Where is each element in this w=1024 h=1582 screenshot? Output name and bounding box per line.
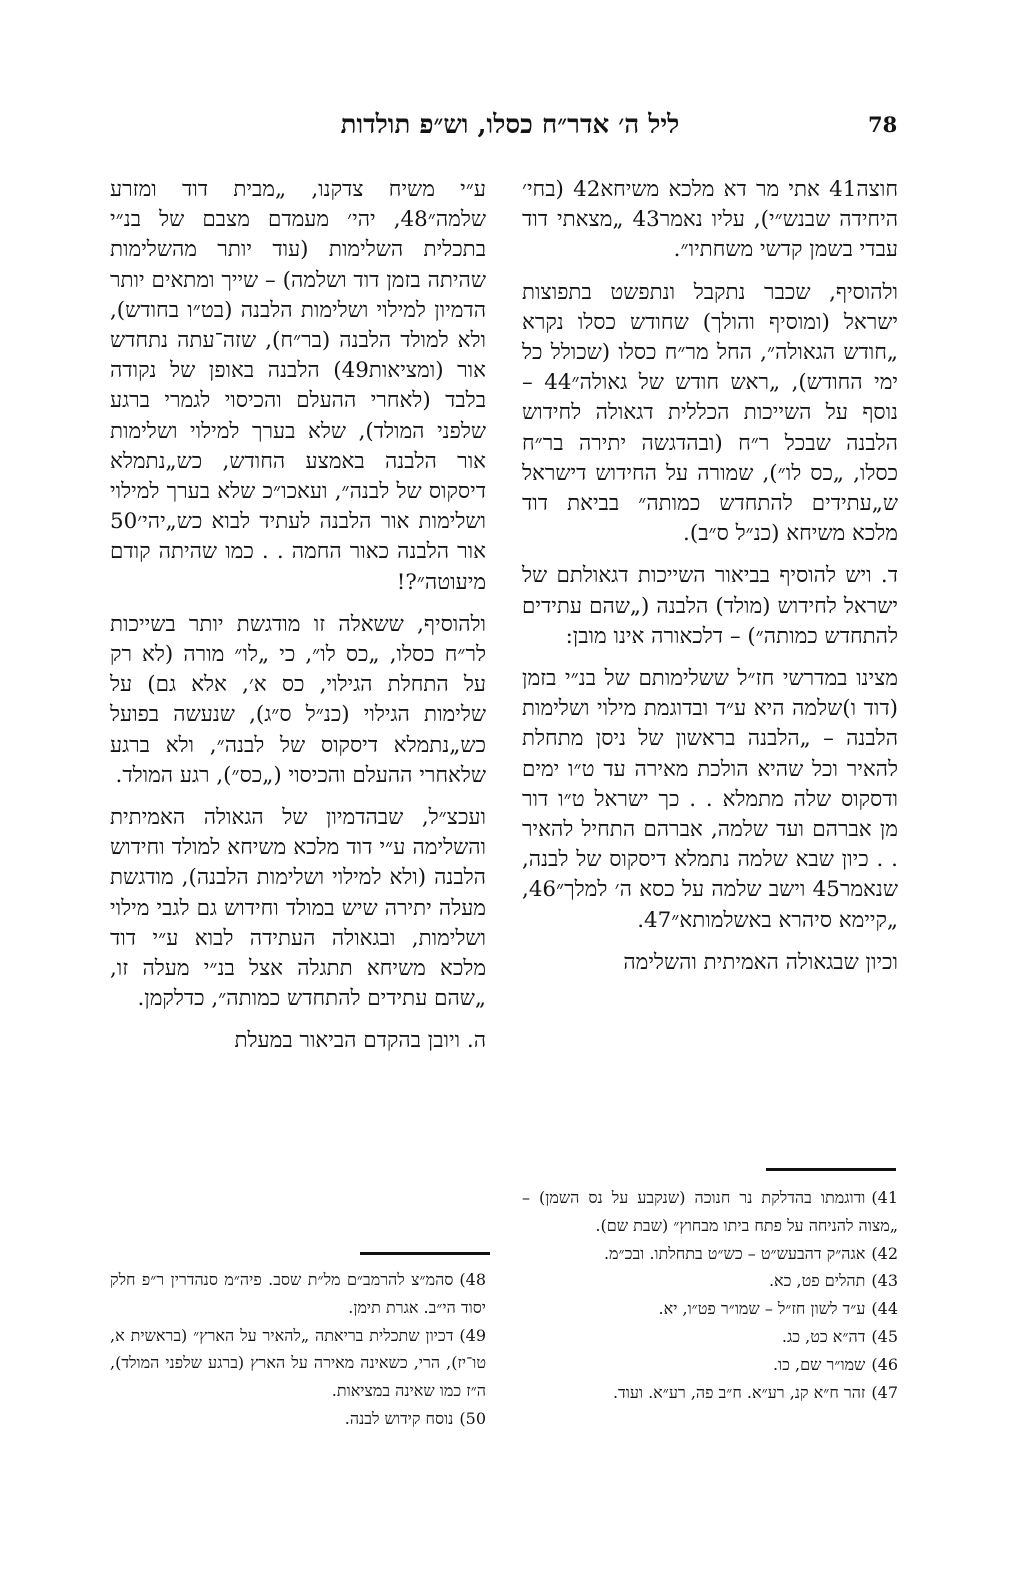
footnotes-left	[110, 1266, 486, 1433]
footnote	[522, 1323, 898, 1351]
footnote	[522, 1351, 898, 1379]
paragraph: ה. ויובן בהקדם הביאור במעלת	[234, 1028, 486, 1054]
footnote-number: 43)	[871, 1271, 898, 1291]
footnote-number: 50)	[459, 1408, 486, 1428]
footnote-number: 45)	[871, 1326, 898, 1346]
footnote-number: 46)	[871, 1354, 898, 1374]
paragraph: ע״י משיח צדקנו, „מבית דוד ומזרע שלמה״48, יהי׳ מעמדם מצבם של בנ״י בתכלית השלימות (עוד יותר מהשלימות שהיתה בזמן דוד ושלמה) – שייך ומתאים יותר הדמיון למילוי ושלימות הלבנה (בט״ו בחודש), ולא למולד הלבנה (בר״ח), שזה־עתה נתחדש אור (ומציאות49) הלבנה באופן של נקודה בלבד (לאחרי ההעלם והכיסוי לגמרי ברגע שלפני המולד), שלא בערך למילוי ושלימות אור הלבנה באמצע החודש, כש„נתמלא דיסקוס של לבנה״, ועאכו״כ שלא בערך למילוי ושלימות אור הלבנה לעתיד לבוא כש„יהי׳50 אור הלבנה כאור החמה . . כמו שהיתה קודם מיעוטה״?!	[110, 177, 486, 595]
footnote-text: נוסח קידוש לבנה.	[344, 1408, 454, 1428]
footnote	[110, 1322, 486, 1405]
page-number: 78	[868, 112, 898, 137]
footnote-text: אגה״ק דהבעש״ט – כש״ט בתחלתו. ובכ״מ.	[603, 1243, 866, 1263]
right-text-column	[522, 175, 898, 978]
footnote-number: 48)	[459, 1270, 486, 1289]
footnote	[522, 1295, 898, 1323]
footnote-text: ודוגמתו בהדלקת נר חנוכה (שנקבע על נס השמן) – „מצוה להניחה על פתח ביתו מבחוץ״ (שבת שם).	[522, 1188, 898, 1235]
footnote-number: 41)	[871, 1188, 898, 1207]
footnote-number: 49)	[459, 1325, 486, 1345]
paragraph: וכיון שבגאולה האמיתית והשלימה	[623, 949, 898, 975]
footnotes-right	[522, 1184, 898, 1406]
paragraph: ד. ויש להוסיף בביאור השייכות דגאולתם של ישראל לחידוש (מולד) הלבנה („שהם עתידים להתחדש כמותה״) – דלכאורה אינו מובן:	[522, 563, 898, 649]
footnote	[110, 1405, 486, 1433]
running-title: ליל ה׳ אדר״ח כסלו, וש״פ תולדות	[340, 110, 680, 140]
footnote-number: 47)	[871, 1382, 898, 1402]
footnote	[522, 1267, 898, 1295]
paragraph: ולהוסיף, שכבר נתקבל ונתפשט בתפוצות ישראל (ומוסיף והולך) שחודש כסלו נקרא „חודש הגאולה״, החל מר״ח כסלו (שכולל כל ימי החודש), „ראש חודש של גאולה״44 – נוסף על השייכות הכללית דגאולה לחידוש הלבנה שבכל ר״ח (ובהדגשה יתירה בר״ח כסלו, „כס לו״), שמורה על החידוש דישראל ש„עתידים להתחדש כמותה״ בביאת דוד מלכא משיחא (כנ״ל ס״ב).	[522, 279, 899, 547]
footnote	[110, 1266, 486, 1322]
footnote	[522, 1240, 898, 1268]
paragraph: חוצה41 אתי מר דא מלכא משיחא42 (בחי׳ היחידה שבנש״י), עליו נאמר43 „מצאתי דוד עבדי בשמן קדשי משחתיו״.	[522, 177, 898, 263]
footnote-divider	[360, 1252, 490, 1255]
footnote-text: ע״ד לשון חז״ל – שמו״ר פט״ו, יא.	[658, 1299, 866, 1319]
paragraph: ולהוסיף, ששאלה זו מודגשת יותר בשייכות לר״ח כסלו, „כס לו״, כי „לו״ מורה (לא רק על התחלת הגילוי, כס א׳, אלא גם) על שלימות הגילוי (כנ״ל ס״ג), שנעשה בפועל כש„נתמלא דיסקוס של לבנה״, ולא ברגע שלאחרי ההעלם והכיסוי („כס״), רגע המולד.	[110, 611, 486, 788]
footnote-number: 42)	[871, 1243, 898, 1263]
footnote-divider	[766, 1168, 896, 1171]
footnote-text: דה״א כט, כג.	[781, 1326, 866, 1346]
footnote-text: דכיון שתכלית בריאתה „להאיר על הארץ״ (בראשית א, טו־יז), הרי, כשאינה מאירה על הארץ (ברגע שלפני המולד), ה״ז כמו שאינה במציאות.	[110, 1325, 486, 1401]
paragraph: מצינו במדרשי חז״ל ששלימותם של בנ״י בזמן (דוד ו)שלמה היא ע״ד ובדוגמת מילוי ושלימות הלבנה – „הלבנה בראשון של ניסן מתחלת להאיר וכל שהיא הולכת מאירה עד ט״ו ימים ודסקוס שלה מתמלא . . כך ישראל ט״ו דור מן אברהם ועד שלמה, אברהם התחיל להאיר . . כיון שבא שלמה נתמלא דיסקוס של לבנה, שנאמר45 וישב שלמה על כסא ה׳ למלך״46, „קיימא סיהרא באשלמותא״47.	[522, 666, 898, 933]
footnote-text: שמו״ר שם, כו.	[772, 1354, 866, 1374]
footnote	[522, 1379, 898, 1407]
footnote-number: 44)	[871, 1299, 898, 1319]
left-text-column	[110, 175, 486, 1057]
footnote-text: סהמ״צ להרמב״ם מל״ת שסב. פיה״מ סנהדרין ר״פ חלק יסוד הי״ב. אגרת תימן.	[110, 1270, 486, 1317]
footnote-text: תהלים פט, כא.	[768, 1271, 866, 1291]
paragraph: ועכצ״ל, שבהדמיון של הגאולה האמיתית והשלימה ע״י דוד מלכא משיחא למולד וחידוש הלבנה (ולא למילוי ושלימות הלבנה), מודגשת מעלה יתירה שיש במולד וחידוש גם לגבי מילוי ושלימות, ובגאולה העתידה לבוא ע״י דוד מלכא משיחא תתגלה אצל בנ״י מעלה זו, „שהם עתידים להתחדש כמותה״, כדלקמן.	[110, 805, 486, 1012]
footnote-text: זהר ח״א קנ, רע״א. ח״ב פה, רע״א. ועוד.	[612, 1382, 866, 1402]
footnote	[522, 1184, 898, 1240]
